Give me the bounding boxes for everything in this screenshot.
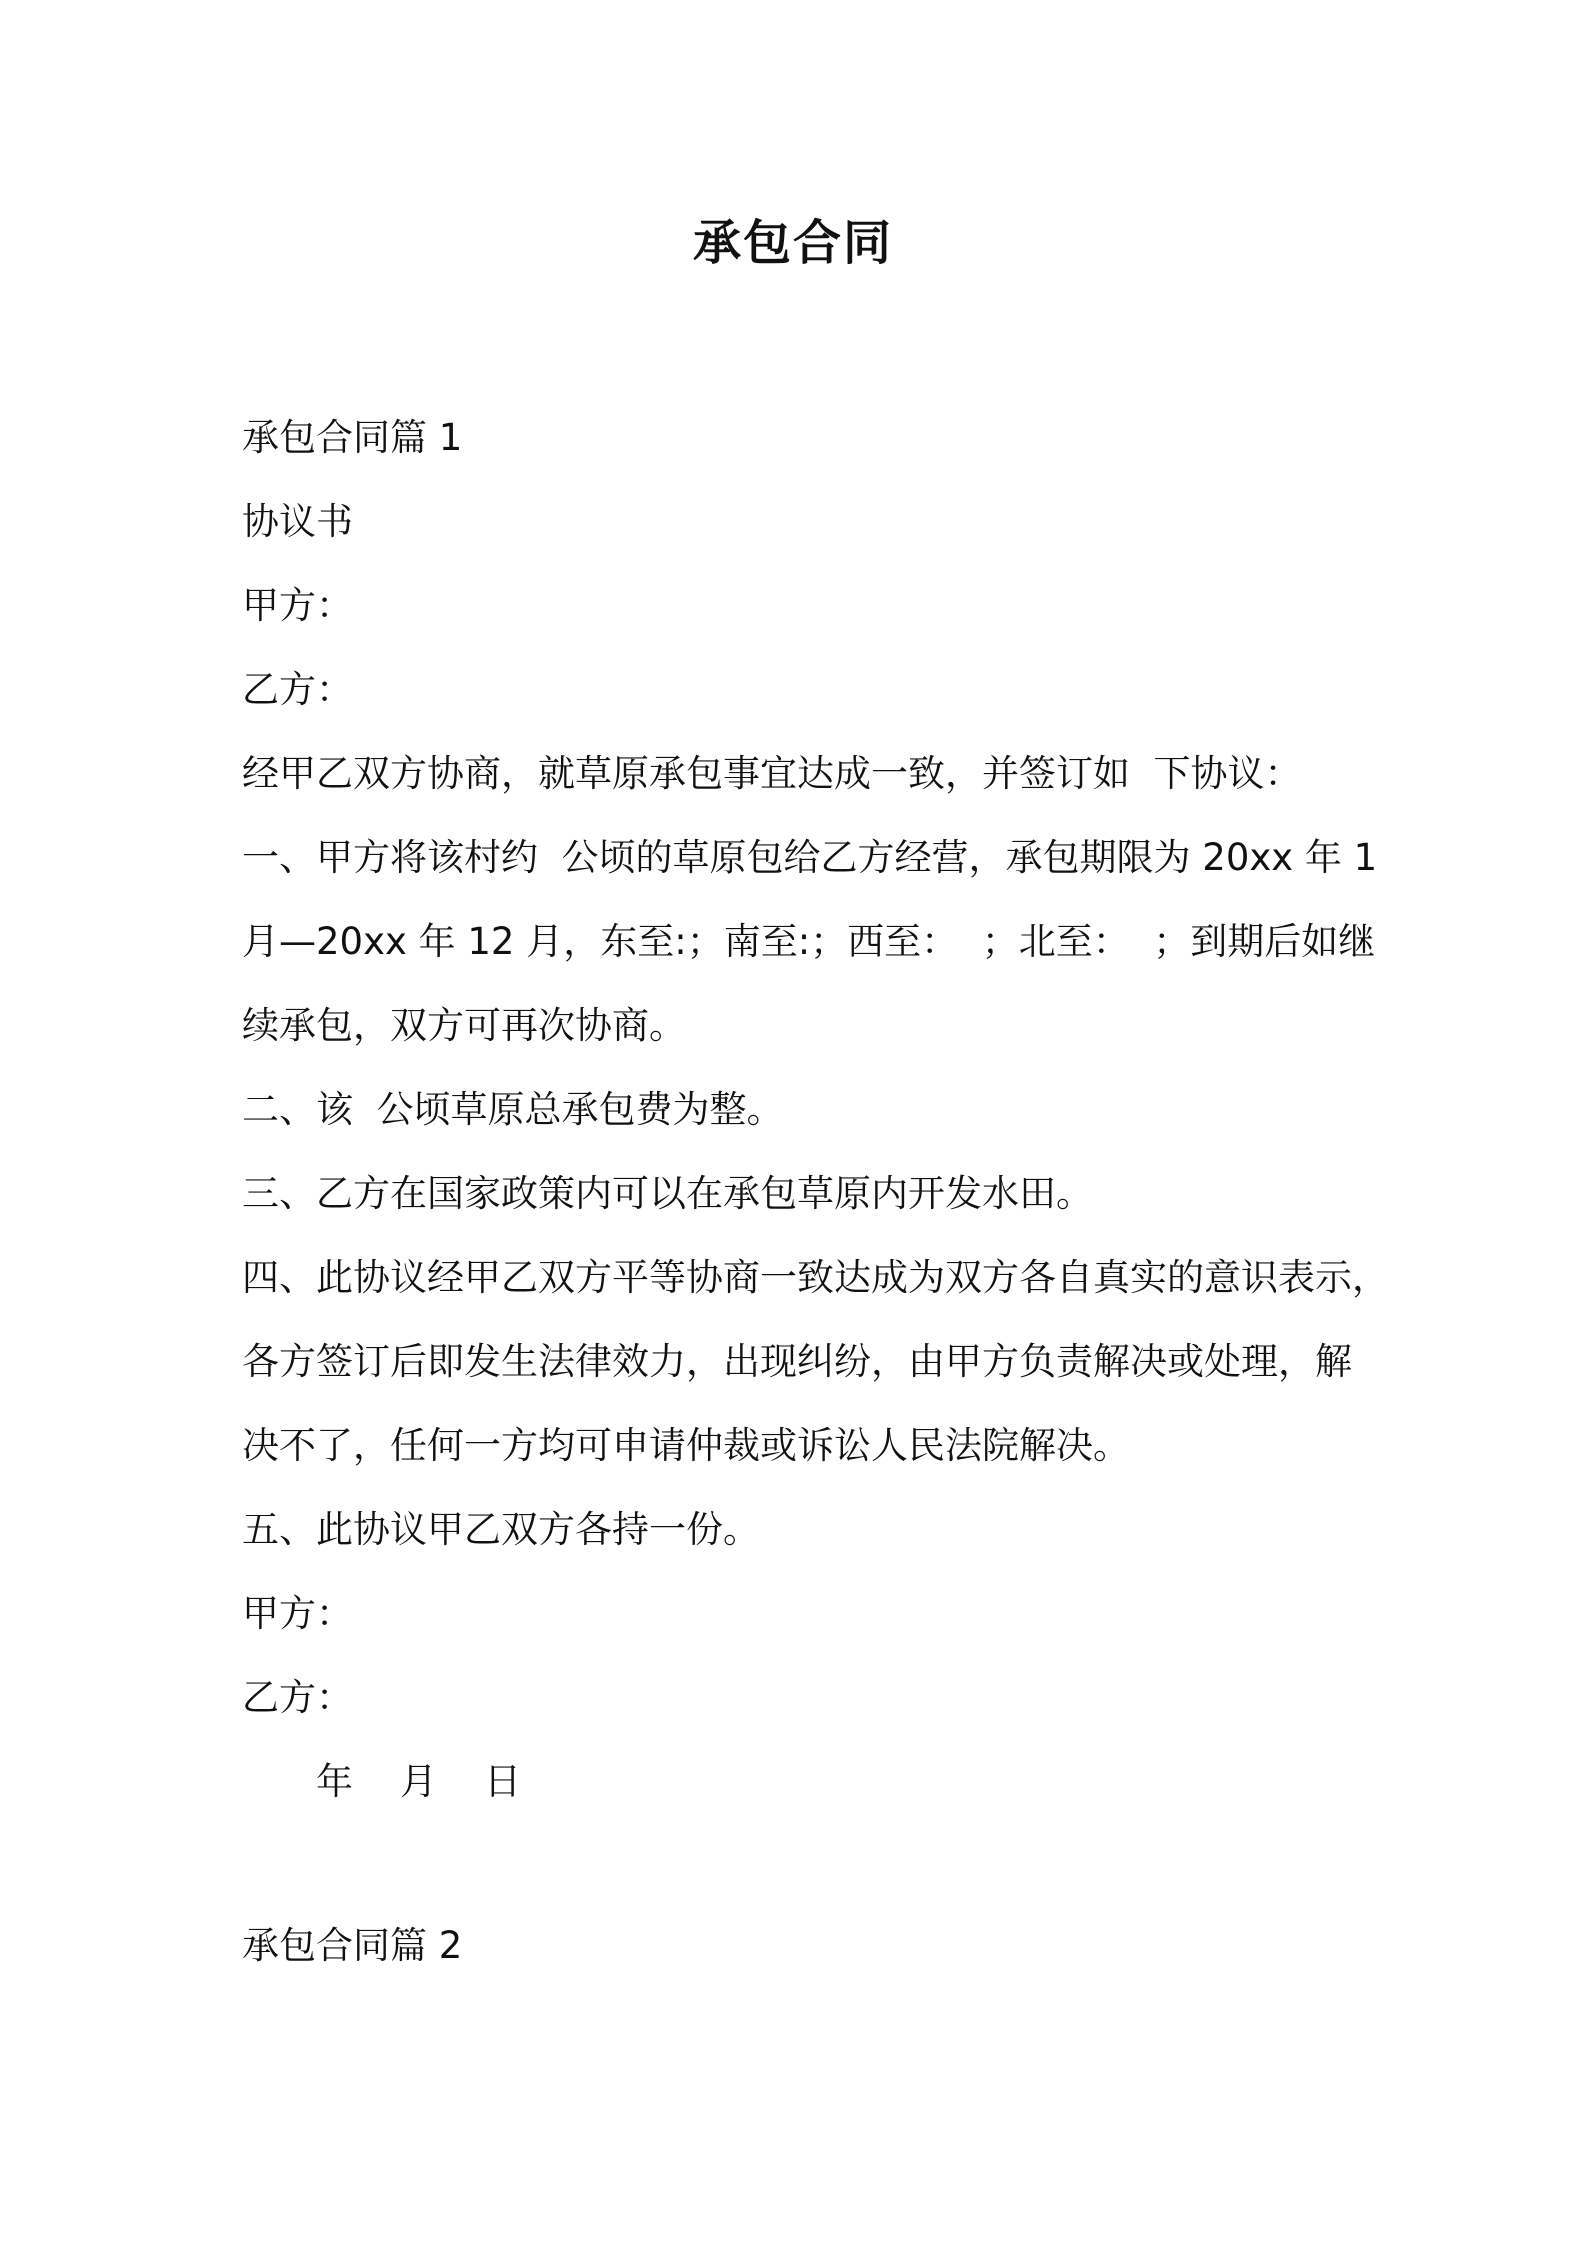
party-a-label: 甲方： bbox=[242, 584, 353, 627]
clause-1-line-1: 一、甲方将该村约 公顷的草原包给乙方经营，承包期限为 20xx 年 1 bbox=[242, 836, 1378, 879]
section-2-heading: 承包合同篇 2 bbox=[242, 1924, 463, 1967]
clause-2: 二、该 公顷草原总承包费为整。 bbox=[242, 1088, 784, 1131]
section-1-body bbox=[242, 396, 1392, 1824]
clause-1-line-2: 月—20xx 年 12 月，东至:；南至:；西至： ；北至： ；到期后如继 bbox=[242, 920, 1376, 963]
signature-party-b: 乙方： bbox=[242, 1676, 353, 1719]
section-1-heading: 承包合同篇 1 bbox=[242, 416, 463, 459]
section-2-body bbox=[242, 1904, 1392, 1988]
clause-4-line-1: 四、此协议经甲乙双方平等协商一致达成为双方各自真实的意识表示， bbox=[242, 1256, 1389, 1299]
clause-3: 三、乙方在国家政策内可以在承包草原内开发水田。 bbox=[242, 1172, 1093, 1215]
party-b-label: 乙方： bbox=[242, 668, 353, 711]
document-title: 承包合同 bbox=[692, 215, 893, 271]
clause-5: 五、此协议甲乙双方各持一份。 bbox=[242, 1508, 760, 1551]
intro-paragraph: 经甲乙双方协商，就草原承包事宜达成一致，并签订如 下协议： bbox=[242, 752, 1302, 795]
signature-party-a: 甲方： bbox=[242, 1592, 353, 1635]
clause-4-line-2: 各方签订后即发生法律效力，出现纠纷，由甲方负责解决或处理，解 bbox=[242, 1340, 1352, 1383]
agreement-subtitle: 协议书 bbox=[242, 500, 353, 543]
clause-1-line-3: 续承包，双方可再次协商。 bbox=[242, 1004, 686, 1047]
signature-date: 年 月 日 bbox=[316, 1760, 522, 1803]
clause-4-line-3: 决不了，任何一方均可申请仲裁或诉讼人民法院解决。 bbox=[242, 1424, 1130, 1467]
